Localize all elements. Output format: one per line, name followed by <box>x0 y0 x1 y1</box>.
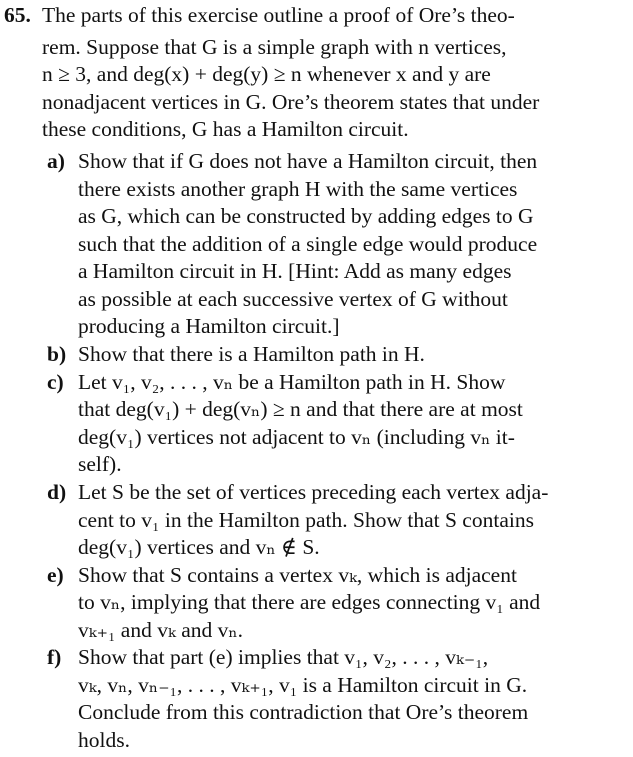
part-e-line-2: to vₙ, implying that there are edges connecting v₁ and <box>78 590 541 614</box>
intro-line-5: these conditions, G has a Hamilton circuit. <box>42 117 409 141</box>
exercise-number: 65. <box>4 3 31 27</box>
part-b-line-1: Show that there is a Hamilton path in H. <box>78 342 425 366</box>
part-e-line-1: Show that S contains a vertex vₖ, which is adjacent <box>78 563 517 587</box>
intro-line-2: rem. Suppose that G is a simple graph with n vertices, <box>42 35 507 59</box>
part-b-label: b) <box>47 342 67 366</box>
part-c-line-4: self). <box>78 452 122 476</box>
part-d-line-3: deg(v₁) vertices and vₙ ∉ S. <box>78 535 320 559</box>
part-a-line-4: such that the addition of a single edge would produce <box>78 232 538 256</box>
part-a-line-2: there exists another graph H with the same vertices <box>78 177 518 201</box>
intro-line-4: nonadjacent vertices in G. Ore’s theorem states that under <box>42 90 540 114</box>
part-c-line-2: that deg(v₁) + deg(vₙ) ≥ n and that there are at most <box>78 397 523 421</box>
part-a-line-3: as G, which can be constructed by adding edges to G <box>78 204 534 228</box>
part-f-line-3: Conclude from this contradiction that Ore’s theorem <box>78 700 529 724</box>
part-a-label: a) <box>47 149 65 173</box>
part-c-line-1: Let v₁, v₂, . . . , vₙ be a Hamilton path in H. Show <box>78 370 506 394</box>
part-d-label: d) <box>47 480 67 504</box>
part-d-line-2: cent to v₁ in the Hamilton path. Show that S contains <box>78 508 534 532</box>
part-f-line-2: vₖ, vₙ, vₙ₋₁, . . . , vₖ₊₁, v₁ is a Hamilton circuit in G. <box>78 673 528 697</box>
intro-line-3: n ≥ 3, and deg(x) + deg(y) ≥ n whenever x and y are <box>42 62 491 86</box>
part-a-line-6: as possible at each successive vertex of G without <box>78 287 508 311</box>
part-a-line-7: producing a Hamilton circuit.] <box>78 314 340 338</box>
part-c-label: c) <box>47 370 64 394</box>
part-f-line-4: holds. <box>78 728 130 752</box>
part-a-line-5: a Hamilton circuit in H. [Hint: Add as many edges <box>78 259 512 283</box>
part-c-line-3: deg(v₁) vertices not adjacent to vₙ (including vₙ it- <box>78 425 515 449</box>
intro-line-1: The parts of this exercise outline a proof of Ore’s theo- <box>42 3 515 27</box>
part-f-line-1: Show that part (e) implies that v₁, v₂, . . . , vₖ₋₁, <box>78 645 489 669</box>
part-f-label: f) <box>47 645 62 669</box>
part-e-line-3: vₖ₊₁ and vₖ and vₙ. <box>78 618 244 642</box>
part-e-label: e) <box>47 563 64 587</box>
part-d-line-1: Let S be the set of vertices preceding each vertex adja- <box>78 480 549 504</box>
part-a-line-1: Show that if G does not have a Hamilton circuit, then <box>78 149 538 173</box>
